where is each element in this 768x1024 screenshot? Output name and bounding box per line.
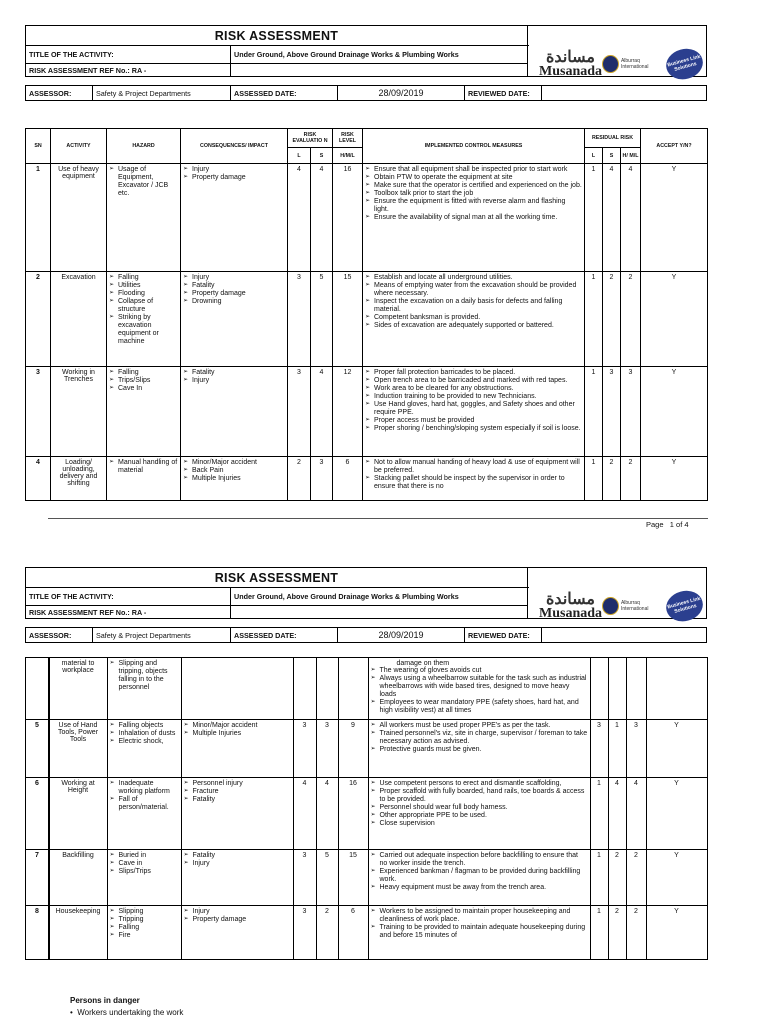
- risk-table-page2: [49, 657, 708, 960]
- bullet-item: ➢ Utilities: [109, 282, 178, 290]
- bullet-icon: •: [70, 1008, 73, 1017]
- bullet-item: ➢ Carried out adequate inspection before backfilling to ensure that no worker inside the trench.: [371, 852, 588, 868]
- cell-controls: [368, 658, 590, 720]
- bullet-item: ➢ Flooding: [109, 290, 178, 298]
- reviewed-date-label: REVIEWED DATE:: [465, 86, 542, 101]
- cell-hazard: [107, 720, 181, 778]
- seal-icon: [602, 597, 619, 615]
- cell-hazard: [107, 164, 181, 272]
- bullet-item: ➢ Property damage: [183, 290, 285, 298]
- cell-controls: [363, 164, 585, 272]
- bullet-item: ➢ Personnel should wear full body harness.: [371, 804, 588, 812]
- table-row: [26, 367, 708, 457]
- bullet-item: ➢ Close supervision: [371, 820, 588, 828]
- bullet-item: ➢ Competent banksman is provided.: [365, 314, 582, 322]
- cell-l: 3: [288, 272, 311, 367]
- table-row: [26, 457, 708, 501]
- bullet-item: ➢ Slipping and tripping, objects falling in to the personnel: [110, 660, 179, 692]
- col-risk-eval: RISK EVALUATIO N: [288, 129, 333, 148]
- cell-res-l: 3: [590, 720, 608, 778]
- cell-res-l: 1: [585, 457, 603, 501]
- cell-consequences: [181, 164, 288, 272]
- bullet-item: ➢ Injury: [184, 860, 291, 868]
- cell-sn: 3: [26, 367, 51, 457]
- cell-s: 4: [311, 367, 333, 457]
- bullet-item: ➢ Buried in: [110, 852, 179, 860]
- cell-accept: [646, 658, 707, 720]
- risk-table-page1: [25, 128, 708, 501]
- cell-res-l: 1: [590, 850, 608, 906]
- cell-controls: [368, 720, 590, 778]
- hazard-list: [110, 780, 179, 812]
- cell-consequences: [181, 850, 293, 906]
- cell-accept: Y: [641, 457, 708, 501]
- table-row: [26, 658, 49, 720]
- cell-accept: Y: [646, 720, 707, 778]
- persons-item: • Workers undertaking the work: [70, 1008, 184, 1017]
- bullet-item: ➢ Fatality: [184, 796, 291, 804]
- bullet-item: ➢ Trips/Slips: [109, 377, 178, 385]
- cell-sn: [26, 658, 49, 720]
- consequence-list: [183, 369, 285, 385]
- bullet-item: ➢ Work area to be cleared for any obstructions.: [365, 385, 582, 393]
- cell-consequences: [181, 367, 288, 457]
- logos-page1: [535, 45, 707, 83]
- bullet-item: ➢ Fatality: [184, 852, 291, 860]
- bullet-item: ➢ Ensure the equipment is fitted with reverse alarm and flashing light.: [365, 198, 582, 214]
- cell-res-hml: 4: [626, 778, 646, 850]
- persons-in-danger: [70, 996, 183, 1017]
- col-l: L: [288, 148, 311, 164]
- bullet-item: ➢ The wearing of gloves avoids cut: [371, 667, 588, 675]
- table-row: [26, 850, 49, 906]
- cell-s: 2: [316, 906, 338, 960]
- cell-s: 5: [311, 272, 333, 367]
- cell-res-hml: 2: [626, 850, 646, 906]
- consequence-list: [183, 274, 285, 306]
- col-consequences: CONSEQUENCES/ IMPACT: [181, 129, 288, 164]
- bullet-item: ➢ Proper scaffold with fully boarded, hand rails, toe boards & access to be provided.: [371, 788, 588, 804]
- bullet-item: ➢ Usage of Equipment, Excavator / JCB etc.: [109, 166, 178, 198]
- hazard-list: [110, 852, 179, 876]
- bullet-item: ➢ Employees to wear mandatory PPE (safety shoes, hard hat, and high visibility vest) at all times: [371, 699, 588, 715]
- consequence-list: [184, 722, 291, 738]
- hazard-list: [109, 274, 178, 346]
- cell-controls: [363, 367, 585, 457]
- bullet-item: ➢ Fire: [110, 932, 179, 940]
- col-hazard: HAZARD: [107, 129, 181, 164]
- bullet-item: ➢ Minor/Major accident: [184, 722, 291, 730]
- table-row: [49, 850, 707, 906]
- cell-activity: material to workplace: [49, 658, 107, 720]
- bullet-item: ➢ Falling: [109, 369, 178, 377]
- assessed-date-value: 28/09/2019: [338, 86, 465, 101]
- cell-activity: Working in Trenches: [51, 367, 107, 457]
- bullet-item: ➢ Workers to be assigned to maintain proper housekeeping and cleanliness of work place.: [371, 908, 588, 924]
- cell-res-s: 2: [608, 850, 626, 906]
- cell-l: 3: [293, 906, 316, 960]
- control-list: [371, 852, 588, 892]
- cell-hazard: [107, 906, 181, 960]
- cell-sn: 2: [26, 272, 51, 367]
- assessor-label: ASSESSOR:: [26, 86, 93, 101]
- cell-accept: Y: [646, 906, 707, 960]
- cell-activity: Loading/ unloading, delivery and shifting: [51, 457, 107, 501]
- bullet-item: ➢ Proper shoring / benching/sloping system especially if soil is loose.: [365, 425, 582, 433]
- consequence-list: [184, 852, 291, 868]
- bullet-item: ➢ Cave In: [109, 385, 178, 393]
- bullet-item: ➢ Establish and locate all underground utilities.: [365, 274, 582, 282]
- control-list: [365, 274, 582, 330]
- musanada-logo: مساندة Musanada: [539, 47, 603, 79]
- assessed-date-label: ASSESSED DATE:: [231, 86, 338, 101]
- bullet-item: ➢ Cave in: [110, 860, 179, 868]
- cell-sn: 5: [26, 720, 49, 778]
- bullet-item: ➢ Inadequate working platform: [110, 780, 179, 796]
- control-text: damage on them: [396, 660, 450, 667]
- consequence-list: [184, 908, 291, 924]
- bullet-item: ➢ Multiple Injuries: [184, 730, 291, 738]
- page-title: RISK ASSESSMENT: [26, 26, 528, 46]
- assessed-date-label-2: ASSESSED DATE:: [231, 628, 338, 643]
- bullet-item: ➢ Sides of excavation are adequately supported or battered.: [365, 322, 582, 330]
- control-list: [371, 908, 588, 940]
- bullet-item: ➢ Make sure that the operator is certified and experienced on the job.: [365, 182, 582, 190]
- page-number: Page 1 of 4: [646, 520, 689, 529]
- table-row: [26, 906, 49, 960]
- cell-controls: [368, 906, 590, 960]
- bullet-item: ➢ Proper fall protection barricades to be placed.: [365, 369, 582, 377]
- cell-res-hml: 2: [626, 906, 646, 960]
- alburraq-logo: Alburraq International: [602, 55, 666, 73]
- cell-activity: Backfilling: [49, 850, 107, 906]
- cell-res-s: 2: [603, 457, 621, 501]
- cell-l: 2: [288, 457, 311, 501]
- cell-risk-level: 9: [338, 720, 368, 778]
- bullet-item: ➢ Inhalation of dusts: [110, 730, 179, 738]
- cell-res-l: 1: [585, 272, 603, 367]
- consequence-list: [183, 166, 285, 182]
- cell-s: 4: [311, 164, 333, 272]
- activity-label-2: TITLE OF THE ACTIVITY:: [26, 588, 231, 606]
- bullet-item: ➢ Training to be provided to maintain adequate housekeeping during and before 15 minutes of: [371, 924, 588, 940]
- cell-activity: Use of Hand Tools, Power Tools: [49, 720, 107, 778]
- risk-rows-page2: [49, 658, 707, 960]
- table-row: [26, 164, 708, 272]
- bullet-item: ➢ Collapse of structure: [109, 298, 178, 314]
- persons-heading: Persons in danger: [70, 996, 140, 1005]
- cell-risk-level: [338, 658, 368, 720]
- cell-controls: [368, 778, 590, 850]
- cell-sn: 6: [26, 778, 49, 850]
- cell-consequences: [181, 272, 288, 367]
- hazard-list: [109, 459, 178, 475]
- bullet-item: ➢ Always using a wheelbarrow suitable for the task such as industrial wheelbarrows with wide based tires, designed to move heavy loads: [371, 675, 588, 699]
- seal-icon: [602, 55, 619, 73]
- cell-s: 4: [316, 778, 338, 850]
- bullet-item: ➢ Electric shock,: [110, 738, 179, 746]
- bullet-item: ➢ Falling: [110, 924, 179, 932]
- bullet-item: ➢ Falling objects: [110, 722, 179, 730]
- cell-res-s: [608, 658, 626, 720]
- bullet-item: ➢ Fatality: [183, 282, 285, 290]
- bullet-item: ➢ All workers must be used proper PPE's as per the task.: [371, 722, 588, 730]
- bullet-item: ➢ Injury: [183, 166, 285, 174]
- cell-accept: Y: [641, 367, 708, 457]
- cell-controls: [368, 850, 590, 906]
- cell-risk-level: 15: [333, 272, 363, 367]
- col-residual: RESIDUAL RISK: [585, 129, 641, 148]
- col-rh: H/ M/L: [621, 148, 641, 164]
- bullet-item: ➢ Injury: [184, 908, 291, 916]
- assessor-value-2: Safety & Project Departments: [93, 628, 231, 643]
- cell-l: 3: [293, 720, 316, 778]
- cell-controls: [363, 272, 585, 367]
- assessor-row-page2: [25, 627, 707, 643]
- ref-label-2: RISK ASSESSMENT REF No.: RA -: [26, 606, 231, 619]
- hazard-list: [110, 722, 179, 746]
- hazard-list: [109, 166, 178, 198]
- cell-accept: Y: [646, 850, 707, 906]
- bullet-item: ➢ Property damage: [184, 916, 291, 924]
- cell-risk-level: 16: [338, 778, 368, 850]
- logos-page2: [535, 587, 707, 625]
- reviewed-date-value: [542, 86, 707, 101]
- bullet-item: ➢ Protective guards must be given.: [371, 746, 588, 754]
- cell-hazard: [107, 850, 181, 906]
- cell-res-s: 3: [603, 367, 621, 457]
- cell-l: 3: [288, 367, 311, 457]
- cell-activity: Excavation: [51, 272, 107, 367]
- bullet-item: ➢ Proper access must be provided: [365, 417, 582, 425]
- table-row: [26, 778, 49, 850]
- col-rl: L: [585, 148, 603, 164]
- ref-label: RISK ASSESSMENT REF No.: RA -: [26, 64, 231, 77]
- cell-consequences: [181, 906, 293, 960]
- cell-res-s: 4: [603, 164, 621, 272]
- bullet-item: ➢ Manual handling of material: [109, 459, 178, 475]
- cell-res-s: 1: [608, 720, 626, 778]
- col-risk-level: RISK LEVEL: [333, 129, 363, 148]
- col-control: IMPLEMENTED CONTROL MEASURES: [363, 129, 585, 164]
- cell-risk-level: 6: [338, 906, 368, 960]
- bullet-item: ➢ Multiple Injuries: [183, 475, 285, 483]
- bullet-item: ➢ Personnel injury: [184, 780, 291, 788]
- bullet-item: ➢ Stacking pallet should be inspect by the supervisor in order to ensure that there is no: [365, 475, 582, 491]
- bullet-item: ➢ Use competent persons to erect and dismantle scaffolding,: [371, 780, 588, 788]
- col-hml: H/M/L: [333, 148, 363, 164]
- col-accept: ACCEPT Y/N?: [641, 129, 708, 164]
- bullet-item: ➢ Means of emptying water from the excavation should be provided where necessary.: [365, 282, 582, 298]
- bullet-item: ➢ Heavy equipment must be away from the trench area.: [371, 884, 588, 892]
- consequence-list: [184, 780, 291, 804]
- cell-l: 3: [293, 850, 316, 906]
- bullet-item: ➢ Toolbox talk prior to start the job: [365, 190, 582, 198]
- bullet-item: ➢ Induction training to be provided to new Technicians.: [365, 393, 582, 401]
- cell-hazard: [107, 658, 181, 720]
- cell-consequences: [181, 778, 293, 850]
- cell-res-s: 2: [603, 272, 621, 367]
- cell-res-s: 4: [608, 778, 626, 850]
- bullet-item: ➢ Obtain PTW to operate the equipment at site: [365, 174, 582, 182]
- bullet-item: ➢ Open trench area to be barricaded and marked with red tapes.: [365, 377, 582, 385]
- bullet-item: ➢ Not to allow manual handing of heavy load & use of equipment will be preferred.: [365, 459, 582, 475]
- table-row: [49, 778, 707, 850]
- cell-s: 3: [311, 457, 333, 501]
- assessed-date-value-2: 28/09/2019: [338, 628, 465, 643]
- hazard-list: [110, 908, 179, 940]
- cell-consequences: [181, 658, 293, 720]
- bullet-item: ➢ Trained personnel's viz, site in charge, supervisor / foreman to take necessary action as advised.: [371, 730, 588, 746]
- activity-value-2: Under Ground, Above Ground Drainage Works & Plumbing Works: [231, 588, 528, 606]
- col-rs: S: [603, 148, 621, 164]
- bullet-item: ➢ Injury: [183, 377, 285, 385]
- activity-value: Under Ground, Above Ground Drainage Works & Plumbing Works: [231, 46, 528, 64]
- cell-sn: 1: [26, 164, 51, 272]
- cell-controls: [363, 457, 585, 501]
- assessor-value: Safety & Project Departments: [93, 86, 231, 101]
- consequence-list: [183, 459, 285, 483]
- cell-res-l: 1: [585, 164, 603, 272]
- cell-risk-level: 16: [333, 164, 363, 272]
- col-sn: SN: [26, 129, 51, 164]
- cell-res-hml: 3: [621, 367, 641, 457]
- cell-res-l: 1: [590, 778, 608, 850]
- cell-res-s: 2: [608, 906, 626, 960]
- cell-hazard: [107, 778, 181, 850]
- table-row: [49, 658, 707, 720]
- bullet-item: ➢ Use Hand gloves, hard hat, goggles, and Safety shoes and other require PPE.: [365, 401, 582, 417]
- bullet-item: ➢ Back Pain: [183, 467, 285, 475]
- bullet-item: ➢ Slipping: [110, 908, 179, 916]
- control-list: [371, 780, 588, 828]
- table-row: [49, 906, 707, 960]
- cell-res-hml: 2: [621, 272, 641, 367]
- bullet-item: ➢ Property damage: [183, 174, 285, 182]
- cell-sn: 7: [26, 850, 49, 906]
- cell-hazard: [107, 457, 181, 501]
- hazard-list: [110, 660, 179, 692]
- bullet-item: ➢ Striking by excavation equipment or machine: [109, 314, 178, 346]
- col-activity: ACTIVITY: [51, 129, 107, 164]
- cell-l: 4: [288, 164, 311, 272]
- cell-res-l: 1: [590, 906, 608, 960]
- cell-activity: Working at Height: [49, 778, 107, 850]
- cell-risk-level: 12: [333, 367, 363, 457]
- bullet-item: ➢ Fracture: [184, 788, 291, 796]
- cell-l: 4: [293, 778, 316, 850]
- hazard-list: [109, 369, 178, 393]
- footer-line: [48, 518, 708, 519]
- cell-activity: Housekeeping: [49, 906, 107, 960]
- cell-activity: Use of heavy equipment: [51, 164, 107, 272]
- cell-s: 3: [316, 720, 338, 778]
- bullet-item: ➢ Ensure that all equipment shall be inspected prior to start work: [365, 166, 582, 174]
- bullet-item: ➢ Falling: [109, 274, 178, 282]
- control-list: [371, 722, 588, 754]
- bullet-item: ➢ Experienced bankman / flagman to be provided during backfilling work.: [371, 868, 588, 884]
- business-link-logo: Business Link Solutions: [662, 45, 706, 84]
- cell-accept: Y: [641, 272, 708, 367]
- bullet-item: ➢ Tripping: [110, 916, 179, 924]
- bullet-item: ➢ Other appropriate PPE to be used.: [371, 812, 588, 820]
- cell-res-l: [590, 658, 608, 720]
- page-title-2: RISK ASSESSMENT: [26, 568, 528, 588]
- reviewed-date-value-2: [542, 628, 707, 643]
- cell-res-hml: [626, 658, 646, 720]
- col-s: S: [311, 148, 333, 164]
- risk-rows-page1: [26, 164, 708, 501]
- cell-res-l: 1: [585, 367, 603, 457]
- bullet-item: ➢ Slips/Trips: [110, 868, 179, 876]
- cell-risk-level: 15: [338, 850, 368, 906]
- bullet-item: ➢ Fall of person/material.: [110, 796, 179, 812]
- control-list: [365, 369, 582, 433]
- table-row: [26, 720, 49, 778]
- cell-s: 5: [316, 850, 338, 906]
- assessor-row-page1: [25, 85, 707, 101]
- bullet-item: ➢ Inspect the excavation on a daily basis for defects and falling material.: [365, 298, 582, 314]
- musanada-logo: مساندة Musanada: [539, 589, 603, 621]
- control-list: [365, 459, 582, 491]
- cell-res-hml: 2: [621, 457, 641, 501]
- cell-consequences: [181, 457, 288, 501]
- control-list: [371, 667, 588, 715]
- cell-l: [293, 658, 316, 720]
- cell-consequences: [181, 720, 293, 778]
- business-link-logo: Business Link Solutions: [662, 587, 706, 626]
- bullet-item: ➢ Fatality: [183, 369, 285, 377]
- sn-column-page2: [25, 657, 49, 960]
- activity-label: TITLE OF THE ACTIVITY:: [26, 46, 231, 64]
- bullet-item: ➢ Drowning: [183, 298, 285, 306]
- assessor-label-2: ASSESSOR:: [26, 628, 93, 643]
- cell-hazard: [107, 272, 181, 367]
- cell-res-hml: 3: [626, 720, 646, 778]
- table-row: [26, 272, 708, 367]
- cell-accept: Y: [641, 164, 708, 272]
- cell-risk-level: 6: [333, 457, 363, 501]
- alburraq-logo: Alburraq International: [602, 597, 666, 615]
- cell-sn: 8: [26, 906, 49, 960]
- bullet-item: ➢ Ensure the availability of signal man at all the working time.: [365, 214, 582, 222]
- table-row: [49, 720, 707, 778]
- control-list: [365, 166, 582, 222]
- cell-res-hml: 4: [621, 164, 641, 272]
- cell-s: [316, 658, 338, 720]
- cell-hazard: [107, 367, 181, 457]
- cell-sn: 4: [26, 457, 51, 501]
- cell-accept: Y: [646, 778, 707, 850]
- bullet-item: ➢ Injury: [183, 274, 285, 282]
- bullet-item: ➢ Minor/Major accident: [183, 459, 285, 467]
- reviewed-date-label-2: REVIEWED DATE:: [465, 628, 542, 643]
